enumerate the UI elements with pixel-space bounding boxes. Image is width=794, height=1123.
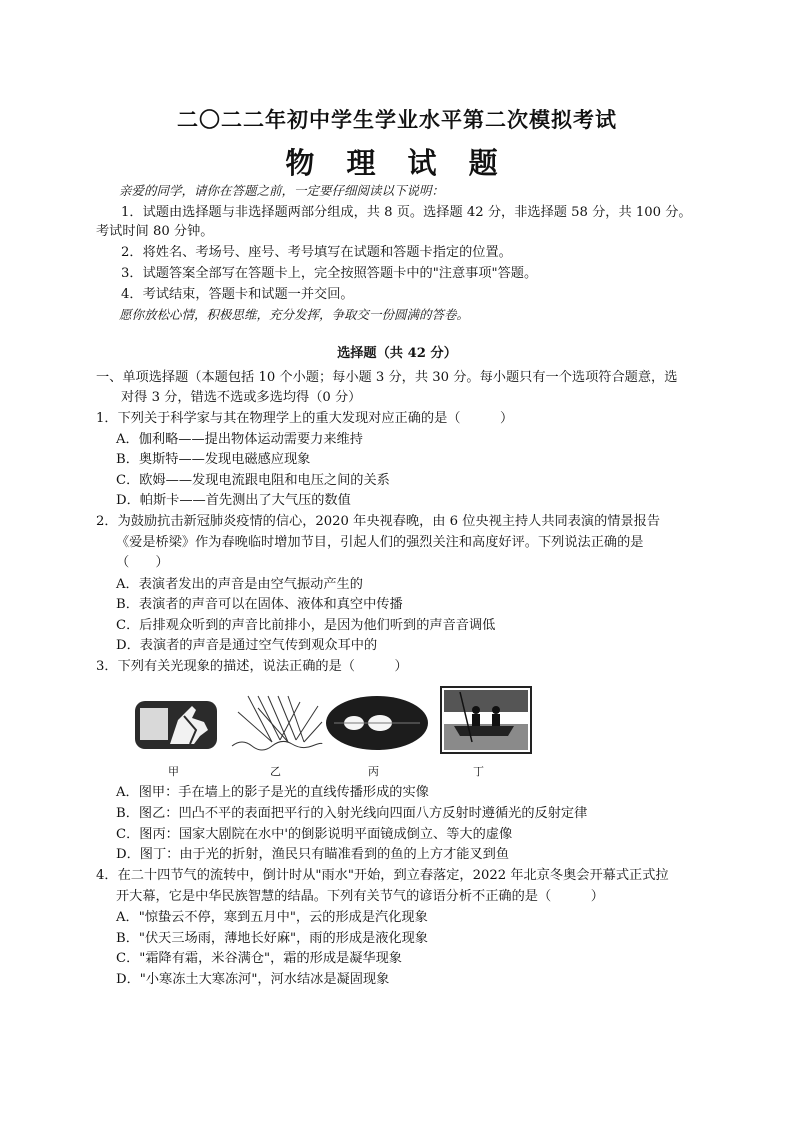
- question-2-stem-cont: 《爱是桥梁》作为春晚临时增加节目，引起人们的强烈关注和高度好评。下列说法正确的是: [116, 535, 644, 550]
- instruction-3: 3．试题答案全部写在答题卡上，完全按照答题卡中的"注意事项"答题。: [121, 266, 538, 281]
- instruction-1-cont: 考试时间 80 分钟。: [96, 224, 214, 239]
- question-4-stem: 4．在二十四节气的流转中，倒计时从"雨水"开始，到立春落定，2022 年北京冬奥会开幕式正式拉: [96, 868, 669, 883]
- question-3-figures: [128, 686, 538, 796]
- question-3-stem: 3．下列有关光现象的描述，说法正确的是（ ）: [96, 659, 408, 674]
- question-1-option-a: A．伽利略——提出物体运动需要力来维持: [116, 432, 363, 447]
- question-4-option-b: B．"伏天三场雨，薄地长好麻"，雨的形成是液化现象: [116, 931, 428, 946]
- instructions-wish: 愿你放松心情，积极思维，充分发挥，争取交一份圆满的答卷。: [119, 307, 470, 322]
- question-4-option-d: D．"小寒冻土大寒冻河"，河水结冰是凝固现象: [116, 972, 390, 987]
- question-1-option-b: B．奥斯特——发现电磁感应现象: [116, 452, 311, 467]
- question-2-stem: 2．为鼓励抗击新冠肺炎疫情的信心，2020 年央视春晚，由 6 位央视主持人共同表演的情景报告: [96, 514, 661, 529]
- question-3-option-b: B．图乙：凹凸不平的表面把平行的入射光线向四面八方反射时遵循光的反射定律: [116, 806, 588, 821]
- question-4-option-c: C．"霜降有霜，米谷满仓"，霜的形成是凝华现象: [116, 951, 402, 966]
- part-instructions-cont: 对得 3 分，错选不选或多选均得（0 分）: [121, 390, 362, 405]
- question-2-option-c: C．后排观众听到的声音比前排小，是因为他们听到的声音音调低: [116, 618, 496, 633]
- question-1-option-c: C．欧姆——发现电流跟电阻和电压之间的关系: [116, 473, 390, 488]
- question-2-option-d: D．表演者的声音是通过空气传到观众耳中的: [116, 638, 378, 653]
- figure-label-jia: 甲: [168, 765, 179, 778]
- fisherman-figure: [440, 686, 532, 754]
- instruction-2: 2．将姓名、考场号、座号、考号填写在试题和答题卡指定的位置。: [121, 245, 512, 260]
- section-heading: 选择题（共 42 分）: [337, 346, 457, 361]
- diffuse-reflection-figure: [228, 692, 324, 752]
- question-1-option-d: D．帕斯卡——首先测出了大气压的数值: [116, 493, 351, 508]
- figure-label-yi: 乙: [270, 765, 281, 778]
- question-2-option-a: A．表演者发出的声音是由空气振动产生的: [116, 577, 363, 592]
- question-3-option-d: D．图丁：由于光的折射，渔民只有瞄准看到的鱼的上方才能叉到鱼: [116, 847, 510, 862]
- subject-title: 物 理 试 题: [285, 146, 509, 180]
- exam-title: 二〇二二年初中学生学业水平第二次模拟考试: [177, 107, 617, 132]
- question-2-answer-bracket: （ ）: [116, 555, 169, 570]
- question-4-stem-cont: 开大幕，它是中华民族智慧的结晶。下列有关节气的谚语分析不正确的是（ ）: [116, 889, 604, 904]
- question-2-option-b: B．表演者的声音可以在固体、液体和真空中传播: [116, 597, 403, 612]
- part-instructions: 一、单项选择题（本题包括 10 个小题；每小题 3 分，共 30 分。每小题只有一个选项符合题意，选: [96, 370, 678, 385]
- question-4-option-a: A．"惊蛰云不停，寒到五月中"，云的形成是汽化现象: [116, 910, 428, 925]
- question-3-option-a: A．图甲：手在墙上的影子是光的直线传播形成的实像: [116, 785, 429, 800]
- question-3-option-c: C．图丙：国家大剧院在水中'的倒影说明平面镜成倒立、等大的虚像: [116, 827, 513, 842]
- instruction-4: 4．考试结束，答题卡和试题一并交回。: [121, 287, 354, 302]
- figure-label-ding: 丁: [473, 765, 484, 778]
- question-1-stem: 1．下列关于科学家与其在物理学上的重大发现对应正确的是（ ）: [96, 411, 514, 426]
- instructions-intro: 亲爱的同学，请你在答题之前，一定要仔细阅读以下说明：: [119, 183, 445, 198]
- instruction-1: 1．试题由选择题与非选择题两部分组成，共 8 页。选择题 42 分，非选择题 58 分，共 100 分。: [121, 205, 692, 220]
- hand-shadow-figure: [134, 700, 218, 750]
- theatre-reflection-figure: [324, 694, 430, 752]
- figure-label-bing: 丙: [368, 765, 379, 778]
